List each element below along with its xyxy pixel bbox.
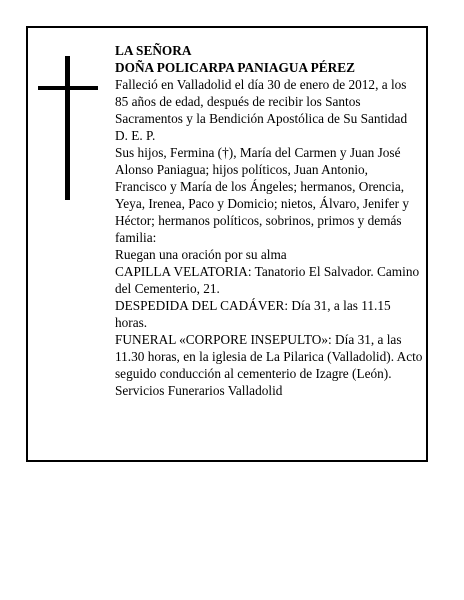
farewell-info: DESPEDIDA DEL CADÁVER: Día 31, a las 11.15 horas. [115, 298, 391, 330]
cross-icon [38, 56, 100, 200]
notice-title: LA SEÑORA [115, 43, 192, 58]
funeral-info: FUNERAL «CORPORE INSEPULTO»: Día 31, a las 11.30 horas, en la iglesia de La Pilarica (Valladolid). Acto seguido conducción al cementerio de Izagre (León). [115, 332, 423, 381]
deceased-name: DOÑA POLICARPA PANIAGUA PÉREZ [115, 60, 355, 75]
cross-vertical-bar [65, 56, 70, 200]
death-announcement: Falleció en Valladolid el día 30 de enero de 2012, a los 85 años de edad, después de recibir los Santos Sacramentos y la Bendición Apostólica de Su Santidad [115, 77, 408, 126]
obituary-notice [26, 26, 428, 462]
dep-line: D. E. P. [115, 128, 156, 143]
chapel-info: CAPILLA VELATORIA: Tanatorio El Salvador. Camino del Cementerio, 21. [115, 264, 420, 296]
prayer-request: Ruegan una oración por su alma [115, 247, 287, 262]
funeral-services: Servicios Funerarios Valladolid [115, 383, 283, 398]
family-list: Sus hijos, Fermina (†), María del Carmen y Juan José Alonso Paniagua; hijos políticos, Juan Antonio, Francisco y María de los Ángeles; hermanos, Orencia, Yeya, Irenea, Paco y Domicio; nietos, Álvaro, Jenifer y Héctor; hermanos políticos, sobrinos, primos y demás familia: [115, 145, 410, 245]
obituary-text [115, 42, 423, 399]
cross-horizontal-bar [38, 86, 98, 90]
